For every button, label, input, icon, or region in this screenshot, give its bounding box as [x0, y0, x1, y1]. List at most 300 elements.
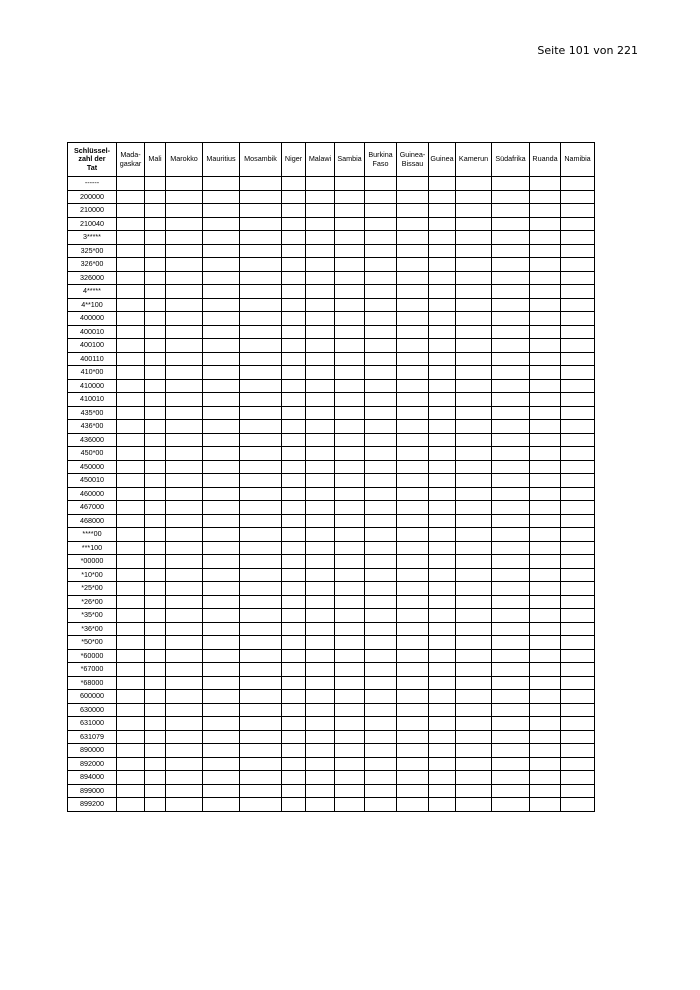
crime-key-country-table: [67, 142, 595, 812]
country-column-header: [429, 143, 456, 177]
empty-cell: [117, 285, 145, 299]
empty-cell: [282, 393, 306, 407]
empty-cell: [117, 690, 145, 704]
table-row: [68, 433, 595, 447]
country-column-header-line: Namibia: [564, 154, 591, 164]
empty-cell: [203, 460, 240, 474]
empty-cell: [306, 177, 335, 191]
empty-cell: [166, 433, 203, 447]
empty-cell: [365, 636, 397, 650]
empty-cell: [397, 244, 429, 258]
empty-cell: [456, 663, 492, 677]
empty-cell: [492, 420, 530, 434]
empty-cell: [561, 717, 595, 731]
empty-cell: [240, 690, 282, 704]
empty-cell: [282, 541, 306, 555]
empty-cell: [456, 420, 492, 434]
empty-cell: [397, 717, 429, 731]
empty-cell: [306, 433, 335, 447]
empty-cell: [145, 636, 166, 650]
empty-cell: [145, 325, 166, 339]
empty-cell: [492, 784, 530, 798]
empty-cell: [240, 190, 282, 204]
empty-cell: [456, 609, 492, 623]
country-column-header-line: Mosambik: [244, 154, 277, 164]
empty-cell: [145, 244, 166, 258]
empty-cell: [456, 190, 492, 204]
empty-cell: [530, 406, 561, 420]
empty-cell: [166, 582, 203, 596]
empty-cell: [365, 541, 397, 555]
empty-cell: [166, 460, 203, 474]
empty-cell: [335, 177, 365, 191]
empty-cell: [530, 730, 561, 744]
country-column-header: [492, 143, 530, 177]
empty-cell: [365, 663, 397, 677]
empty-cell: [429, 528, 456, 542]
empty-cell: [530, 460, 561, 474]
empty-cell: [365, 258, 397, 272]
empty-cell: [335, 595, 365, 609]
empty-cell: [335, 649, 365, 663]
empty-cell: [166, 595, 203, 609]
empty-cell: [240, 703, 282, 717]
empty-cell: [492, 190, 530, 204]
empty-cell: [335, 730, 365, 744]
key-cell: *35*00: [68, 609, 117, 623]
empty-cell: [335, 406, 365, 420]
empty-cell: [397, 528, 429, 542]
empty-cell: [335, 676, 365, 690]
empty-cell: [429, 366, 456, 380]
key-cell: 450010: [68, 474, 117, 488]
empty-cell: [365, 312, 397, 326]
empty-cell: [492, 582, 530, 596]
empty-cell: [492, 636, 530, 650]
empty-cell: [530, 663, 561, 677]
empty-cell: [335, 744, 365, 758]
country-column-header-line: gaskar: [119, 158, 142, 168]
empty-cell: [561, 312, 595, 326]
table-row: [68, 474, 595, 488]
empty-cell: [117, 744, 145, 758]
empty-cell: [282, 501, 306, 515]
empty-cell: [429, 649, 456, 663]
empty-cell: [530, 447, 561, 461]
table-row: [68, 717, 595, 731]
table-row: [68, 460, 595, 474]
key-cell: 4**100: [68, 298, 117, 312]
empty-cell: [530, 393, 561, 407]
empty-cell: [397, 217, 429, 231]
empty-cell: [117, 676, 145, 690]
empty-cell: [561, 757, 595, 771]
empty-cell: [456, 514, 492, 528]
table-row: [68, 420, 595, 434]
key-cell: *67000: [68, 663, 117, 677]
empty-cell: [117, 474, 145, 488]
empty-cell: [166, 609, 203, 623]
empty-cell: [397, 582, 429, 596]
key-cell: 4*****: [68, 285, 117, 299]
empty-cell: [429, 744, 456, 758]
empty-cell: [397, 555, 429, 569]
empty-cell: [282, 636, 306, 650]
empty-cell: [240, 271, 282, 285]
empty-cell: [282, 555, 306, 569]
empty-cell: [365, 231, 397, 245]
empty-cell: [365, 514, 397, 528]
empty-cell: [203, 231, 240, 245]
empty-cell: [203, 622, 240, 636]
empty-cell: [117, 460, 145, 474]
table-row: [68, 487, 595, 501]
empty-cell: [492, 676, 530, 690]
empty-cell: [240, 285, 282, 299]
empty-cell: [530, 798, 561, 812]
empty-cell: [282, 784, 306, 798]
empty-cell: [203, 285, 240, 299]
empty-cell: [492, 393, 530, 407]
empty-cell: [145, 271, 166, 285]
empty-cell: [365, 487, 397, 501]
empty-cell: [240, 514, 282, 528]
empty-cell: [492, 312, 530, 326]
empty-cell: [203, 649, 240, 663]
empty-cell: [429, 244, 456, 258]
key-cell: 210040: [68, 217, 117, 231]
empty-cell: [145, 433, 166, 447]
empty-cell: [561, 231, 595, 245]
empty-cell: [145, 258, 166, 272]
empty-cell: [429, 798, 456, 812]
key-cell: 410000: [68, 379, 117, 393]
country-column-header-line: Mali: [148, 154, 162, 164]
empty-cell: [117, 784, 145, 798]
table-row: [68, 636, 595, 650]
empty-cell: [145, 730, 166, 744]
empty-cell: [530, 757, 561, 771]
empty-cell: [203, 177, 240, 191]
empty-cell: [335, 690, 365, 704]
empty-cell: [145, 757, 166, 771]
empty-cell: [335, 379, 365, 393]
empty-cell: [240, 420, 282, 434]
empty-cell: [203, 514, 240, 528]
empty-cell: [397, 460, 429, 474]
empty-cell: [492, 352, 530, 366]
key-column-header-line: zahl der: [78, 154, 106, 164]
empty-cell: [365, 555, 397, 569]
empty-cell: [530, 352, 561, 366]
empty-cell: [203, 244, 240, 258]
empty-cell: [282, 460, 306, 474]
empty-cell: [429, 609, 456, 623]
empty-cell: [306, 541, 335, 555]
empty-cell: [561, 406, 595, 420]
empty-cell: [397, 312, 429, 326]
empty-cell: [561, 325, 595, 339]
empty-cell: [282, 312, 306, 326]
empty-cell: [492, 744, 530, 758]
empty-cell: [166, 568, 203, 582]
empty-cell: [561, 258, 595, 272]
empty-cell: [456, 433, 492, 447]
key-cell: 630000: [68, 703, 117, 717]
empty-cell: [561, 784, 595, 798]
empty-cell: [240, 730, 282, 744]
empty-cell: [397, 622, 429, 636]
empty-cell: [429, 514, 456, 528]
empty-cell: [166, 528, 203, 542]
empty-cell: [145, 622, 166, 636]
empty-cell: [117, 352, 145, 366]
empty-cell: [530, 487, 561, 501]
empty-cell: [429, 622, 456, 636]
key-cell: 400100: [68, 339, 117, 353]
empty-cell: [530, 312, 561, 326]
empty-cell: [240, 771, 282, 785]
empty-cell: [429, 690, 456, 704]
empty-cell: [306, 676, 335, 690]
empty-cell: [240, 379, 282, 393]
empty-cell: [166, 312, 203, 326]
table-row: [68, 325, 595, 339]
empty-cell: [306, 514, 335, 528]
empty-cell: [306, 609, 335, 623]
empty-cell: [282, 190, 306, 204]
empty-cell: [335, 663, 365, 677]
empty-cell: [429, 352, 456, 366]
empty-cell: [492, 798, 530, 812]
empty-cell: [240, 298, 282, 312]
empty-cell: [397, 271, 429, 285]
empty-cell: [429, 676, 456, 690]
empty-cell: [306, 285, 335, 299]
empty-cell: [456, 474, 492, 488]
empty-cell: [145, 474, 166, 488]
empty-cell: [166, 447, 203, 461]
key-cell: 450000: [68, 460, 117, 474]
empty-cell: [203, 271, 240, 285]
empty-cell: [306, 298, 335, 312]
empty-cell: [456, 595, 492, 609]
empty-cell: [306, 217, 335, 231]
key-cell: 436*00: [68, 420, 117, 434]
table-row: [68, 676, 595, 690]
empty-cell: [166, 339, 203, 353]
empty-cell: [306, 784, 335, 798]
empty-cell: [365, 528, 397, 542]
empty-cell: [365, 285, 397, 299]
empty-cell: [145, 676, 166, 690]
empty-cell: [492, 757, 530, 771]
empty-cell: [530, 339, 561, 353]
empty-cell: [203, 258, 240, 272]
empty-cell: [335, 568, 365, 582]
empty-cell: [145, 420, 166, 434]
empty-cell: [306, 325, 335, 339]
empty-cell: [117, 379, 145, 393]
empty-cell: [117, 595, 145, 609]
empty-cell: [530, 649, 561, 663]
country-column-header-line: Burkina: [368, 150, 393, 160]
key-cell: *68000: [68, 676, 117, 690]
empty-cell: [240, 312, 282, 326]
table-row: [68, 244, 595, 258]
empty-cell: [166, 487, 203, 501]
empty-cell: [306, 771, 335, 785]
key-cell: 899000: [68, 784, 117, 798]
country-column-header: [203, 143, 240, 177]
empty-cell: [335, 285, 365, 299]
empty-cell: [306, 231, 335, 245]
empty-cell: [203, 595, 240, 609]
empty-cell: [365, 420, 397, 434]
country-column-header: [166, 143, 203, 177]
empty-cell: [282, 487, 306, 501]
empty-cell: [203, 433, 240, 447]
empty-cell: [492, 271, 530, 285]
empty-cell: [429, 771, 456, 785]
empty-cell: [145, 231, 166, 245]
empty-cell: [397, 541, 429, 555]
table-row: [68, 690, 595, 704]
empty-cell: [429, 177, 456, 191]
empty-cell: [166, 649, 203, 663]
empty-cell: [561, 568, 595, 582]
empty-cell: [240, 609, 282, 623]
key-cell: 325*00: [68, 244, 117, 258]
empty-cell: [397, 258, 429, 272]
country-column-header: [117, 143, 145, 177]
empty-cell: [166, 204, 203, 218]
empty-cell: [166, 190, 203, 204]
table-row: [68, 744, 595, 758]
country-column-header-line: Guinea: [430, 154, 454, 164]
empty-cell: [456, 352, 492, 366]
empty-cell: [365, 393, 397, 407]
empty-cell: [397, 420, 429, 434]
empty-cell: [429, 784, 456, 798]
empty-cell: [203, 703, 240, 717]
key-cell: *26*00: [68, 595, 117, 609]
empty-cell: [456, 204, 492, 218]
empty-cell: [335, 582, 365, 596]
empty-cell: [117, 244, 145, 258]
empty-cell: [335, 609, 365, 623]
empty-cell: [166, 366, 203, 380]
empty-cell: [117, 312, 145, 326]
empty-cell: [282, 676, 306, 690]
empty-cell: [282, 339, 306, 353]
empty-cell: [429, 190, 456, 204]
empty-cell: [456, 703, 492, 717]
empty-cell: [429, 474, 456, 488]
empty-cell: [166, 420, 203, 434]
empty-cell: [145, 501, 166, 515]
empty-cell: [365, 649, 397, 663]
empty-cell: [166, 784, 203, 798]
empty-cell: [397, 177, 429, 191]
empty-cell: [117, 501, 145, 515]
empty-cell: [145, 366, 166, 380]
table-row: [68, 501, 595, 515]
table-row: [68, 366, 595, 380]
empty-cell: [240, 325, 282, 339]
key-cell: *50*00: [68, 636, 117, 650]
empty-cell: [530, 690, 561, 704]
empty-cell: [561, 541, 595, 555]
empty-cell: [306, 528, 335, 542]
empty-cell: [166, 690, 203, 704]
empty-cell: [561, 393, 595, 407]
empty-cell: [306, 555, 335, 569]
key-cell: 400110: [68, 352, 117, 366]
empty-cell: [456, 285, 492, 299]
empty-cell: [203, 541, 240, 555]
empty-cell: [117, 541, 145, 555]
empty-cell: [561, 190, 595, 204]
empty-cell: [145, 177, 166, 191]
empty-cell: [306, 352, 335, 366]
key-cell: 436000: [68, 433, 117, 447]
empty-cell: [335, 703, 365, 717]
empty-cell: [456, 298, 492, 312]
empty-cell: [166, 325, 203, 339]
empty-cell: [561, 177, 595, 191]
empty-cell: [530, 217, 561, 231]
empty-cell: [166, 177, 203, 191]
empty-cell: [456, 339, 492, 353]
empty-cell: [429, 757, 456, 771]
empty-cell: [561, 582, 595, 596]
empty-cell: [492, 231, 530, 245]
country-column-header-line: Niger: [284, 154, 303, 164]
table-row: [68, 798, 595, 812]
empty-cell: [145, 595, 166, 609]
empty-cell: [561, 433, 595, 447]
empty-cell: [240, 406, 282, 420]
empty-cell: [335, 339, 365, 353]
empty-cell: [203, 420, 240, 434]
country-column-header-line: Bissau: [401, 158, 424, 168]
empty-cell: [145, 784, 166, 798]
empty-cell: [429, 555, 456, 569]
empty-cell: [166, 352, 203, 366]
table-row: [68, 352, 595, 366]
empty-cell: [365, 352, 397, 366]
table-row: [68, 379, 595, 393]
empty-cell: [492, 366, 530, 380]
empty-cell: [530, 258, 561, 272]
empty-cell: [117, 231, 145, 245]
empty-cell: [166, 676, 203, 690]
table-row: [68, 595, 595, 609]
empty-cell: [335, 757, 365, 771]
empty-cell: [561, 501, 595, 515]
empty-cell: [117, 325, 145, 339]
empty-cell: [203, 379, 240, 393]
empty-cell: [561, 730, 595, 744]
empty-cell: [203, 663, 240, 677]
empty-cell: [335, 231, 365, 245]
empty-cell: [492, 244, 530, 258]
empty-cell: [365, 190, 397, 204]
empty-cell: [145, 204, 166, 218]
empty-cell: [306, 636, 335, 650]
empty-cell: [203, 690, 240, 704]
